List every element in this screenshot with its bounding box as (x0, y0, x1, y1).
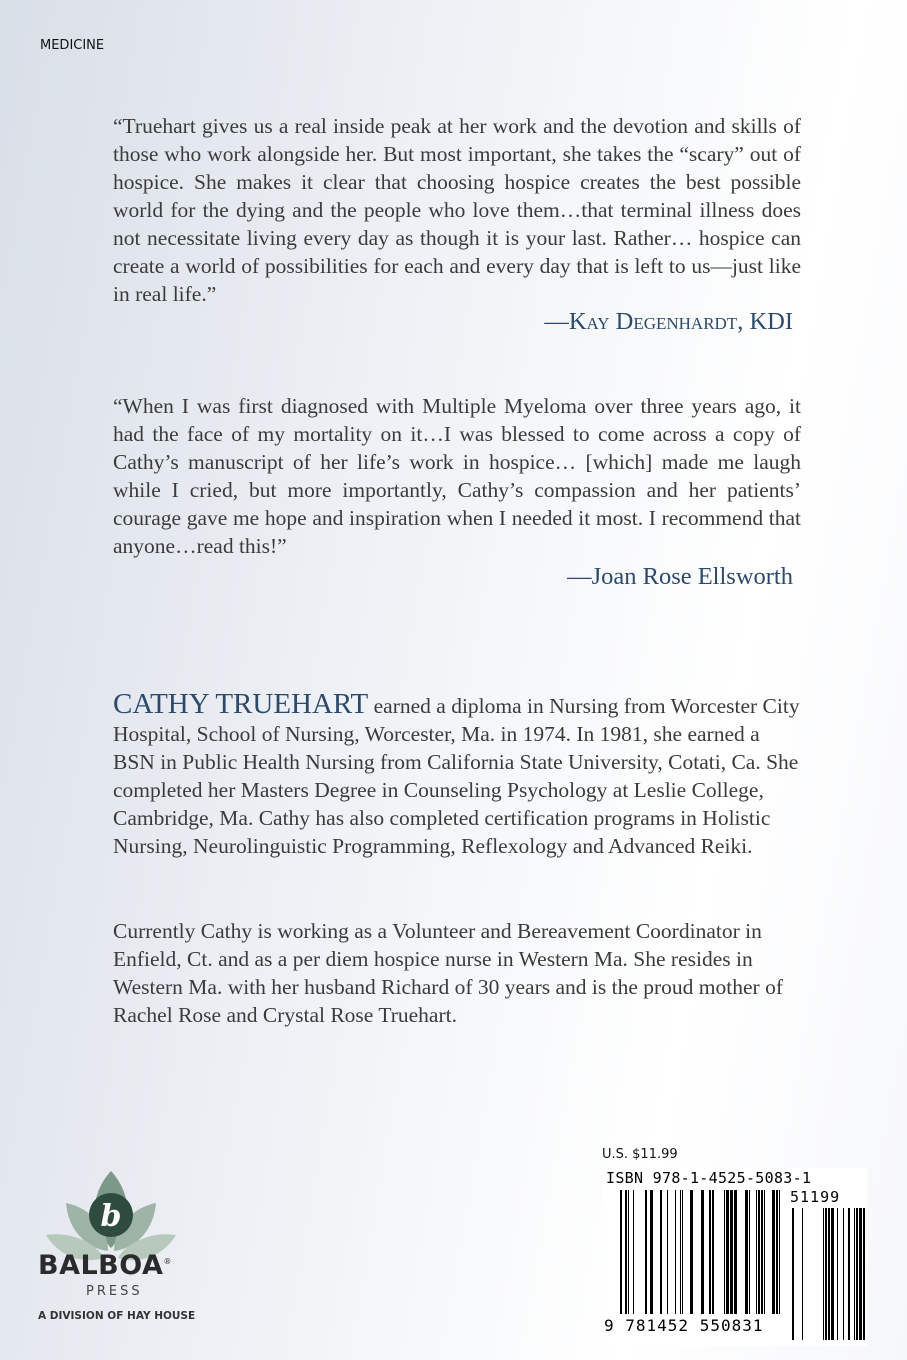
author-bio-text: earned a diploma in Nursing from Worcester City Hospital, School of Nursing, Worcester, Ma. in 1974. In 1981, she earned a BSN in Public Health Nursing from California State University, Cotati, Ca. She completed her Masters Degree in Counseling Psychology at Leslie College, Cambridge, Ma. Cathy has also completed certification programs in Holistic Nursing, Neurolinguistic Programming, Reflexology and Advanced Reiki. (113, 694, 800, 858)
barcode-bar (675, 1190, 676, 1314)
barcode-bar (745, 1190, 748, 1314)
logo-letter: b (100, 1199, 122, 1234)
testimonial-quote-2: “When I was first diagnosed with Multiple Myeloma over three years ago, it had the face of my mortality on it…I was blessed to come across a copy of Cathy’s manuscript of her life’s work in hospice… [which] made me laugh while I cried, but more importantly, Cathy’s compassion and her patients’ courage gave me hope and inspiration when I needed it most. I recommend that anyone…read this!” (113, 394, 801, 558)
barcode-bar (863, 1208, 865, 1340)
barcode-bar (772, 1190, 775, 1314)
barcode-bar (825, 1208, 827, 1340)
barcode-bar (831, 1208, 834, 1340)
barcode-bar (856, 1208, 858, 1340)
barcode-bar (792, 1208, 794, 1340)
barcode-bar (620, 1190, 622, 1314)
barcode-bar (761, 1190, 763, 1314)
barcode-bar (628, 1190, 629, 1314)
barcode-bar (724, 1190, 725, 1314)
barcode-bar (667, 1190, 668, 1314)
barcode-bar (776, 1190, 778, 1314)
barcode-bar (843, 1208, 844, 1340)
barcode-bar (633, 1190, 634, 1314)
barcode-bar (730, 1190, 733, 1314)
barcode-bar (682, 1190, 683, 1314)
attribution-author: Kay Degenhardt, KDI (568, 308, 793, 335)
isbn-barcode (602, 1168, 867, 1346)
author-name: CATHY TRUEHART (113, 688, 369, 720)
barcode-bar (779, 1190, 780, 1314)
price-label: U.S. $11.99 (602, 1147, 678, 1162)
barcode-bar (734, 1190, 737, 1314)
barcode-bar (726, 1190, 729, 1314)
testimonial-quote-1: “Truehart gives us a real inside peak at her work and the devotion and skills of those who work alongside her. But most important, she takes the “scary” out of hospice. She makes it clear that choosing hospice creates the best possible world for the dying and the people who love them…that terminal illness does not necessitate living every day as though it is your last. Rather… hospice can create a world of possibilities for each and every day that is left to us—just like in real life.” (113, 114, 801, 306)
testimonial-attribution-1 (544, 308, 793, 336)
publisher-name-text: BALBOA (38, 1250, 164, 1281)
barcode-bar (802, 1208, 803, 1340)
testimonial-attribution-2: —Joan Rose Ellsworth (567, 563, 793, 590)
barcode-bar (756, 1190, 757, 1314)
barcode-bar (828, 1208, 830, 1340)
barcode-bar (625, 1190, 627, 1314)
registered-mark: ® (163, 1257, 172, 1266)
barcode-bar (680, 1190, 681, 1314)
isbn-label: ISBN 978-1-4525-5083-1 (606, 1169, 812, 1187)
barcode-bar (859, 1208, 862, 1340)
barcode-bar (758, 1190, 760, 1314)
barcode-bar (837, 1208, 838, 1340)
barcode-bar (690, 1190, 693, 1314)
barcode-bar (660, 1190, 662, 1314)
barcode-digits: 9 781452 550831 (604, 1316, 764, 1335)
barcode-bar (823, 1208, 824, 1340)
publisher-subname: PRESS (86, 1284, 143, 1299)
category-label: MEDICINE (40, 38, 105, 53)
barcode-bar (701, 1190, 704, 1314)
barcode-bar (848, 1208, 850, 1340)
balboa-lotus-logo-icon (36, 1163, 186, 1328)
barcode-bar (749, 1190, 750, 1314)
barcode-bar (764, 1190, 765, 1314)
publisher-name (38, 1250, 172, 1281)
author-bio-paragraph-2: Currently Cathy is working as a Volunteer and Bereavement Coordinator in Enfield, Ct. and as a per diem hospice nurse in Western Ma. She resides in Western Ma. with her husband Richard of 30 years and is the proud mother of Rachel Rose and Crystal Rose Truehart. (113, 919, 783, 1027)
barcode-bar (854, 1208, 855, 1340)
barcode-bar (650, 1190, 653, 1314)
author-bio-paragraph-1 (113, 690, 801, 860)
attribution-dash: — (544, 308, 569, 335)
publisher-division: A DIVISION OF HAY HOUSE (38, 1310, 196, 1322)
barcode-addon-digits: 51199 (790, 1188, 841, 1206)
barcode-bar (712, 1190, 714, 1314)
barcode-bar (645, 1190, 647, 1314)
barcode-bar (709, 1190, 711, 1314)
